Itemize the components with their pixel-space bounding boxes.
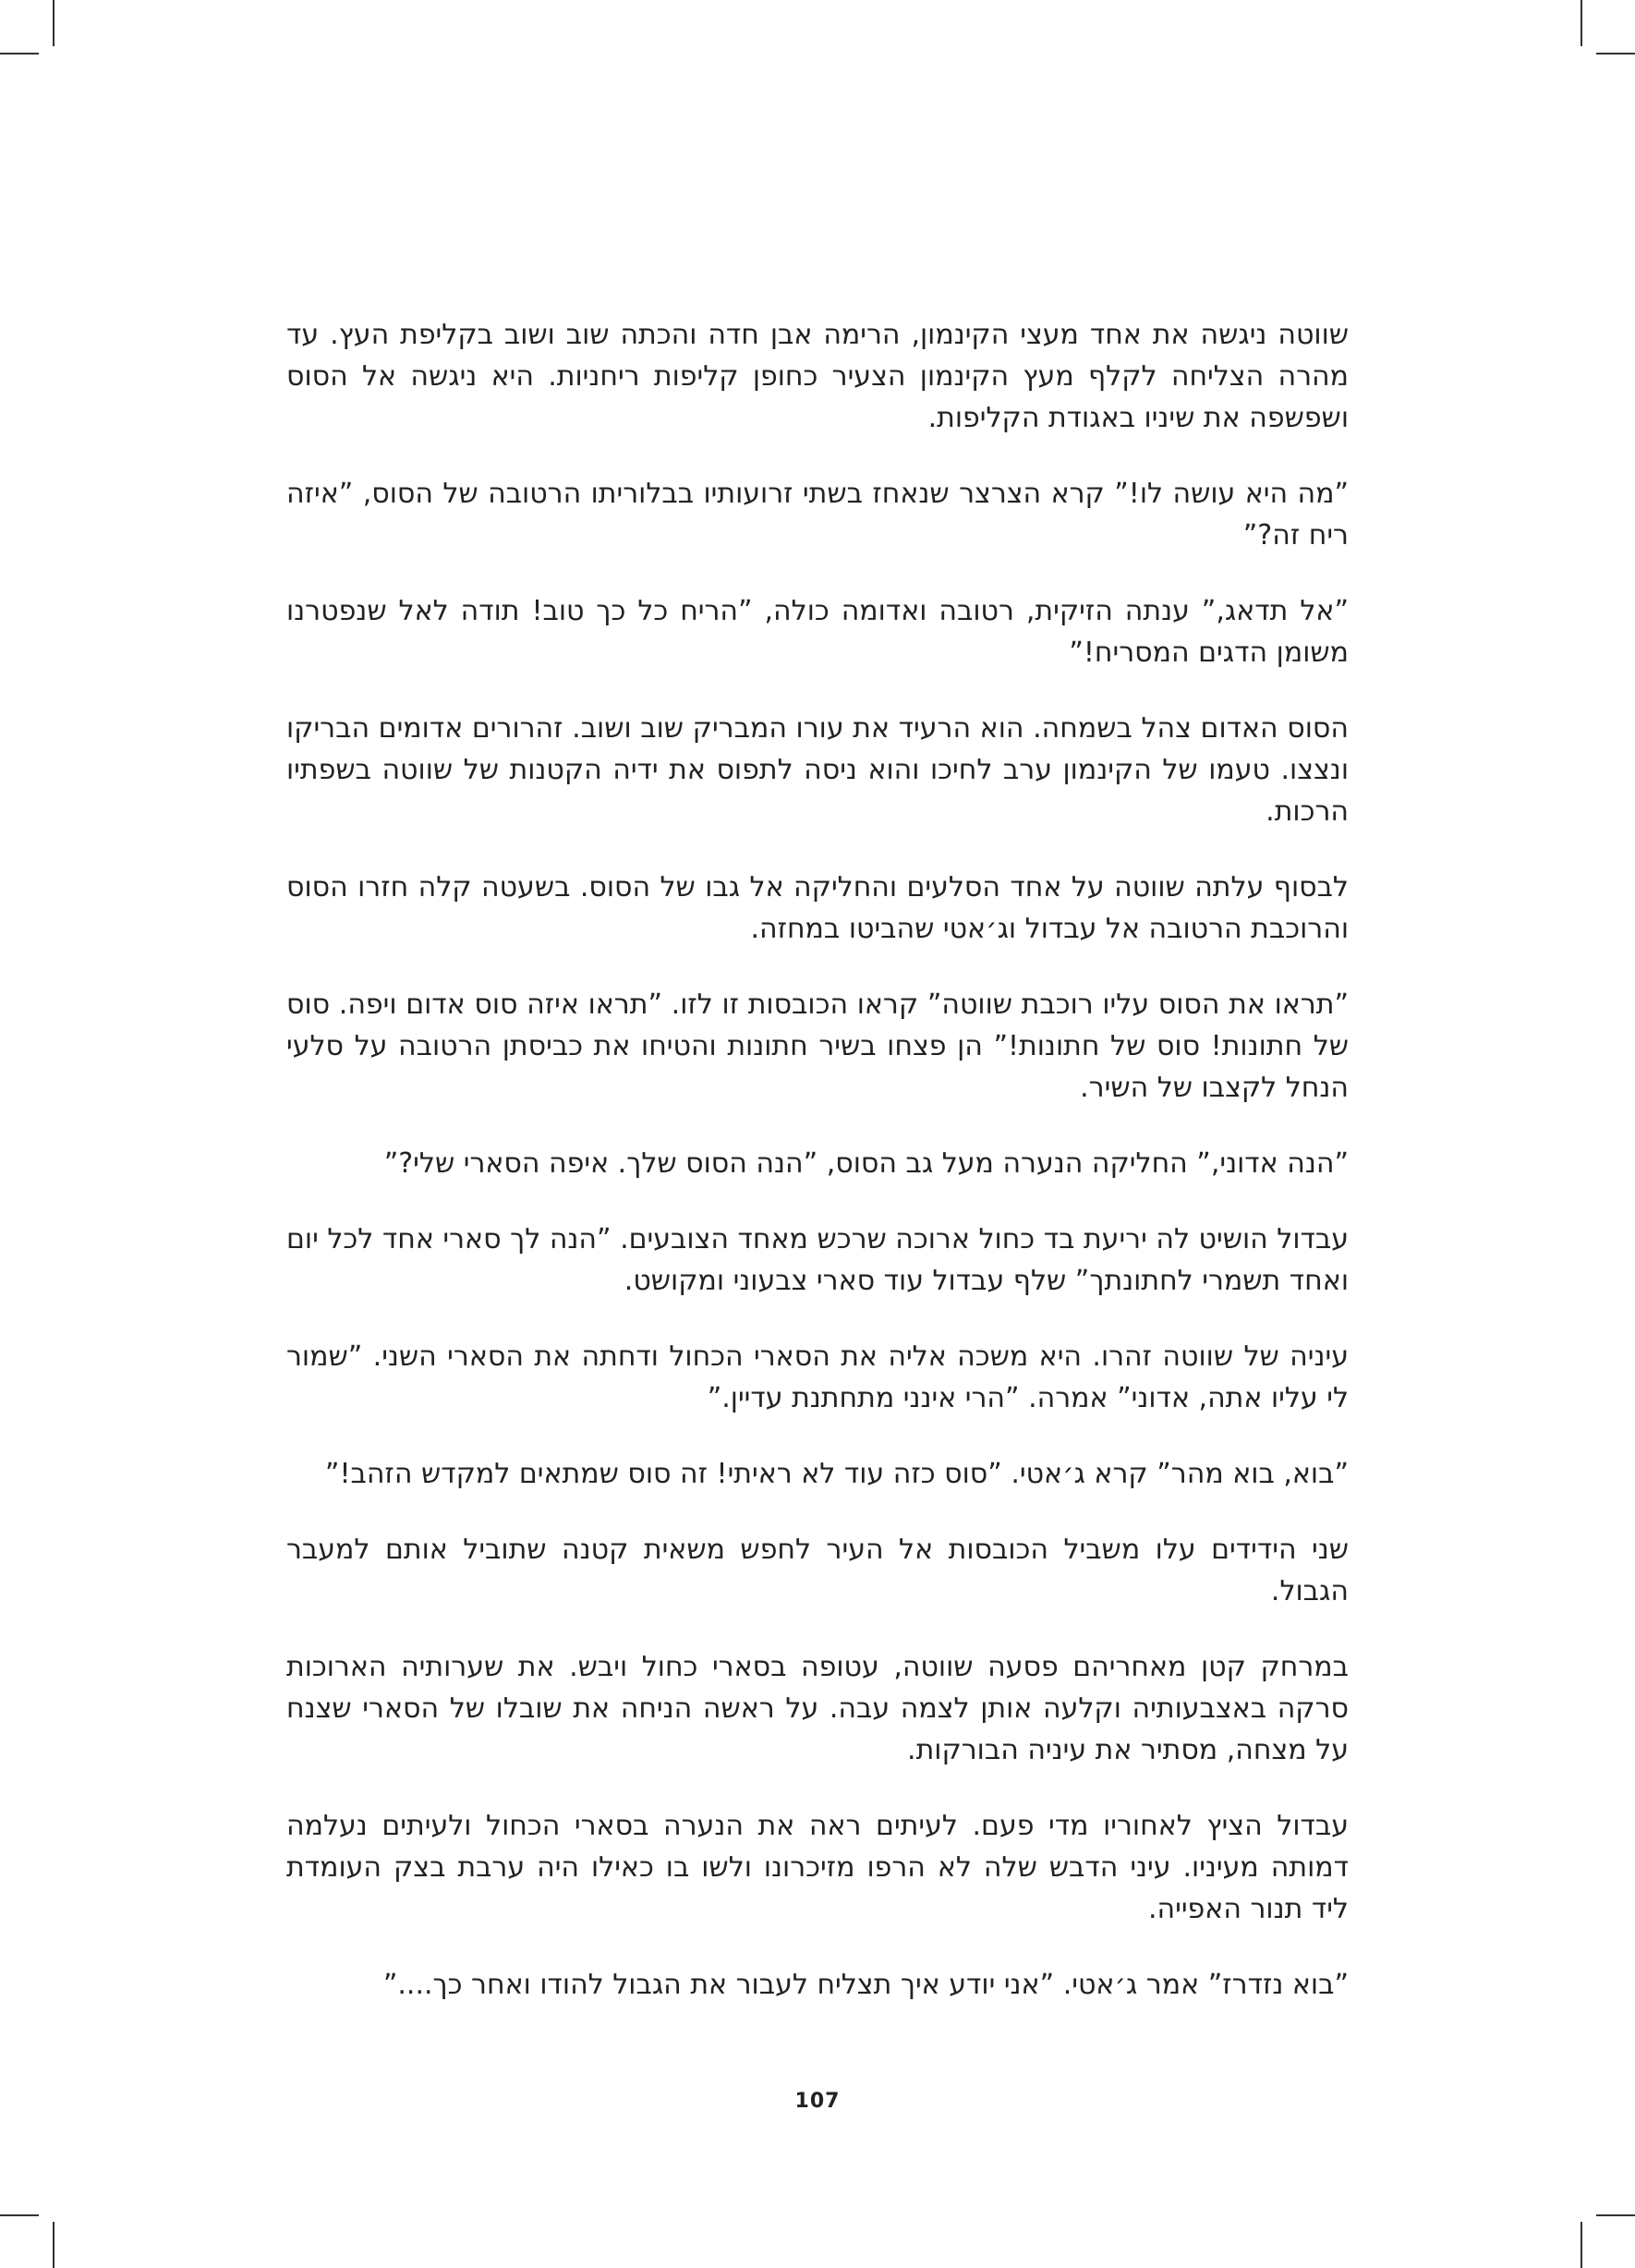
paragraph: ”הנה אדוני,” החליקה הנערה מעל גב הסוס, ”הנה הסוס שלך. איפה הסארי שלי?” — [383, 1147, 1349, 1180]
paragraph: ”אל תדאג,” ענתה הזיקית, רטובה ואדומה כולה, ”הריח כל כך טוב! תודה לאל שנפטרנו משומן הדגים המסריח!” — [286, 595, 1349, 669]
page-number: 107 — [794, 2090, 841, 2113]
paragraph: ”בוא נזדרז” אמר ג׳אטי. ”אני יודע איך תצליח לעבור את הגבול להודו ואחר כך....” — [382, 1969, 1349, 2001]
crop-mark-top-right-horizontal — [1596, 53, 1635, 55]
paragraph: הסוס האדום צהל בשמחה. הוא הרעיד את עורו המבריק שוב ושוב. זהרורים אדומים הבריקו ונצצו. טעמו של הקינמון ערב לחיכו והוא ניסה לתפוס את ידיה הקטנות של שווטה בשפתיו הרכות. — [286, 712, 1349, 828]
paragraph: שני הידידים עלו משביל הכובסות אל העיר לחפש משאית קטנה שתוביל אותם למעבר הגבול. — [286, 1534, 1349, 1607]
paragraph: לבסוף עלתה שווטה על אחד הסלעים והחליקה אל גבו של הסוס. בשעטה קלה חזרו הסוס והרוכבת הרטובה אל עבדול וג׳אטי שהביטו במחזה. — [286, 871, 1349, 945]
crop-mark-top-left-horizontal — [0, 53, 39, 55]
paragraph: שווטה ניגשה את אחד מעצי הקינמון, הרימה אבן חדה והכתה שוב ושוב בקליפת העץ. עד מהרה הצליחה לקלף מעץ הקינמון הצעיר כחופן קליפות ריחניות. היא ניגשה אל הסוס ושפשפה את שיניו באגודת הקליפות. — [286, 319, 1349, 434]
paragraph: ”מה היא עושה לו!” קרא הצרצר שנאחז בשתי זרועותיו בבלוריתו הרטובה של הסוס, ”איזה ריח זה?” — [286, 478, 1349, 552]
paragraph: במרחק קטן מאחריהם פסעה שווטה, עטופה בסארי כחול ויבש. את שערותיה הארוכות סרקה באצבעותיה וקלעה אותן לצמה עבה. על ראשה הניחה את שובלו של הסארי שצנח על מצחה, מסתיר את עיניה הבורקות. — [286, 1651, 1349, 1766]
paragraph: עבדול הציץ לאחוריו מדי פעם. לעיתים ראה את הנערה בסארי הכחול ולעיתים נעלמה דמותה מעיניו. עיני הדבש שלה לא הרפו מזיכרונו ולשו בו כאילו היה ערבת בצק העומדת ליד תנור האפייה. — [286, 1810, 1349, 1925]
crop-mark-top-right-vertical — [1580, 0, 1582, 46]
body-text — [286, 314, 1349, 2040]
paragraph: עיניה של שווטה זהרו. היא משכה אליה את הסארי הכחול ודחתה את הסארי השני. ”שמור לי עליו אתה, אדוני” אמרה. ”הרי אינני מתחתנת עדיין.” — [286, 1340, 1349, 1414]
crop-mark-bottom-right-horizontal — [1596, 2214, 1635, 2216]
crop-mark-top-left-vertical — [53, 0, 54, 46]
paragraph: ”תראו את הסוס עליו רוכבת שווטה” קראו הכובסות זו לזו. ”תראו איזה סוס אדום ויפה. סוס של חתונות! סוס של חתונות!” הן פצחו בשיר חתונות והטיחו את כביסתן הרטובה על סלעי הנחל לקצבו של השיר. — [286, 988, 1349, 1104]
crop-mark-bottom-left-vertical — [53, 2222, 54, 2268]
crop-mark-bottom-left-horizontal — [0, 2214, 39, 2216]
paragraph: ”בוא, בוא מהר” קרא ג׳אטי. ”סוס כזה עוד לא ראיתי! זה סוס שמתאים למקדש הזהב!” — [324, 1458, 1349, 1490]
crop-mark-bottom-right-vertical — [1580, 2222, 1582, 2268]
paragraph: עבדול הושיט לה יריעת בד כחול ארוכה שרכש מאחד הצובעים. ”הנה לך סארי אחד לכל יום ואחד תשמרי לחתונתך” שלף עבדול עוד סארי צבעוני ומקושט. — [286, 1223, 1349, 1297]
